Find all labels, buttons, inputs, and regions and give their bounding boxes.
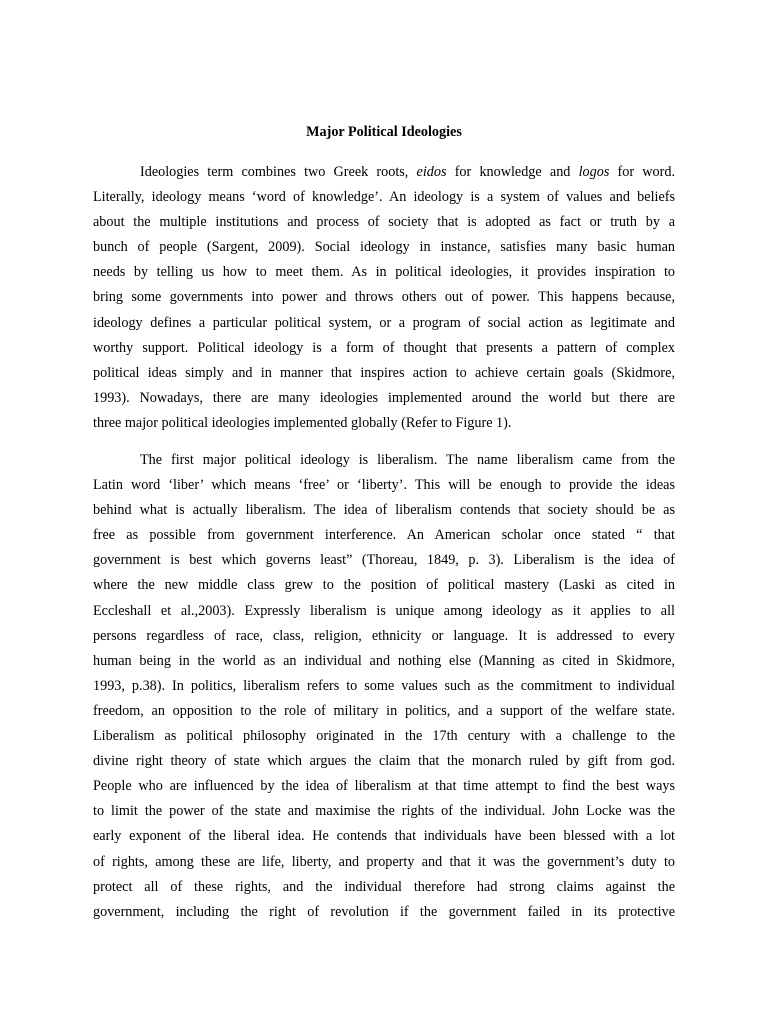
text-line: ideology defines a particular political system, or a program of social action as legitimate and [93, 314, 675, 331]
paragraph-ideologies-intro [93, 160, 675, 436]
text-line: bunch of people (Sargent, 2009). Social ideology in instance, satisfies many basic human [93, 239, 675, 256]
text-line: 1993). Nowadays, there are many ideologies implemented around the world but there are [93, 389, 675, 406]
text-line: protect all of these rights, and the individual therefore had strong claims against the [93, 878, 675, 895]
text-line: The first major political ideology is liberalism. The name liberalism came from the [140, 452, 675, 468]
paragraph-liberalism [93, 448, 675, 925]
emphasized-term: logos [578, 164, 610, 180]
text-line: behind what is actually liberalism. The idea of liberalism contends that society should be as [93, 502, 675, 519]
text-line: political ideas simply and in manner that inspires action to achieve certain goals (Skidmore, [93, 364, 675, 381]
emphasized-term: eidos [416, 164, 447, 180]
text-line: bring some governments into power and throws others out of power. This happens because, [93, 289, 675, 306]
text-line: persons regardless of race, class, religion, ethnicity or language. It is addressed to every [93, 627, 675, 644]
text-line: where the new middle class grew to the position of political mastery (Laski as cited in [93, 577, 675, 594]
text-line: about the multiple institutions and process of society that is adopted as fact or truth by a [93, 214, 675, 231]
text-line: 1993, p.38). In politics, liberalism refers to some values such as the commitment to individual [93, 677, 675, 694]
text-line: Liberalism as political philosophy originated in the 17th century with a challenge to the [93, 728, 675, 745]
text-line: of rights, among these are life, liberty, and property and that it was the government’s duty to [93, 853, 675, 870]
text-line: Ideologies term combines two Greek roots, eidos for knowledge and logos for word. [140, 164, 675, 180]
text-line: needs by telling us how to meet them. As in political ideologies, it provides inspiration to [93, 264, 675, 281]
document-title: Major Political Ideologies [306, 124, 462, 140]
text-line: three major political ideologies implemented globally (Refer to Figure 1). [93, 414, 512, 431]
text-line: Literally, ideology means ‘word of knowledge’. An ideology is a system of values and beliefs [93, 189, 675, 206]
text-line: government, including the right of revolution if the government failed in its protective [93, 903, 675, 920]
text-line: divine right theory of state which argues the claim that the monarch ruled by gift from god. [93, 753, 675, 770]
text-line: government is best which governs least” (Thoreau, 1849, p. 3). Liberalism is the idea of [93, 552, 675, 569]
text-line: worthy support. Political ideology is a form of thought that presents a pattern of complex [93, 339, 675, 356]
text-line: early exponent of the liberal idea. He contends that individuals have been blessed with a lot [93, 828, 675, 845]
text-line: human being in the world as an individual and nothing else (Manning as cited in Skidmore, [93, 652, 675, 669]
text-line: People who are influenced by the idea of liberalism at that time attempt to find the best ways [93, 778, 675, 795]
text-line: Latin word ‘liber’ which means ‘free’ or ‘liberty’. This will be enough to provide the ideas [93, 477, 675, 494]
text-line: free as possible from government interference. An American scholar once stated “ that [93, 527, 675, 544]
text-line: to limit the power of the state and maximise the rights of the individual. John Locke was the [93, 803, 675, 820]
text-line: Eccleshall et al.,2003). Expressly liberalism is unique among ideology as it applies to all [93, 602, 675, 619]
text-line: freedom, an opposition to the role of military in politics, and a support of the welfare state. [93, 702, 675, 719]
